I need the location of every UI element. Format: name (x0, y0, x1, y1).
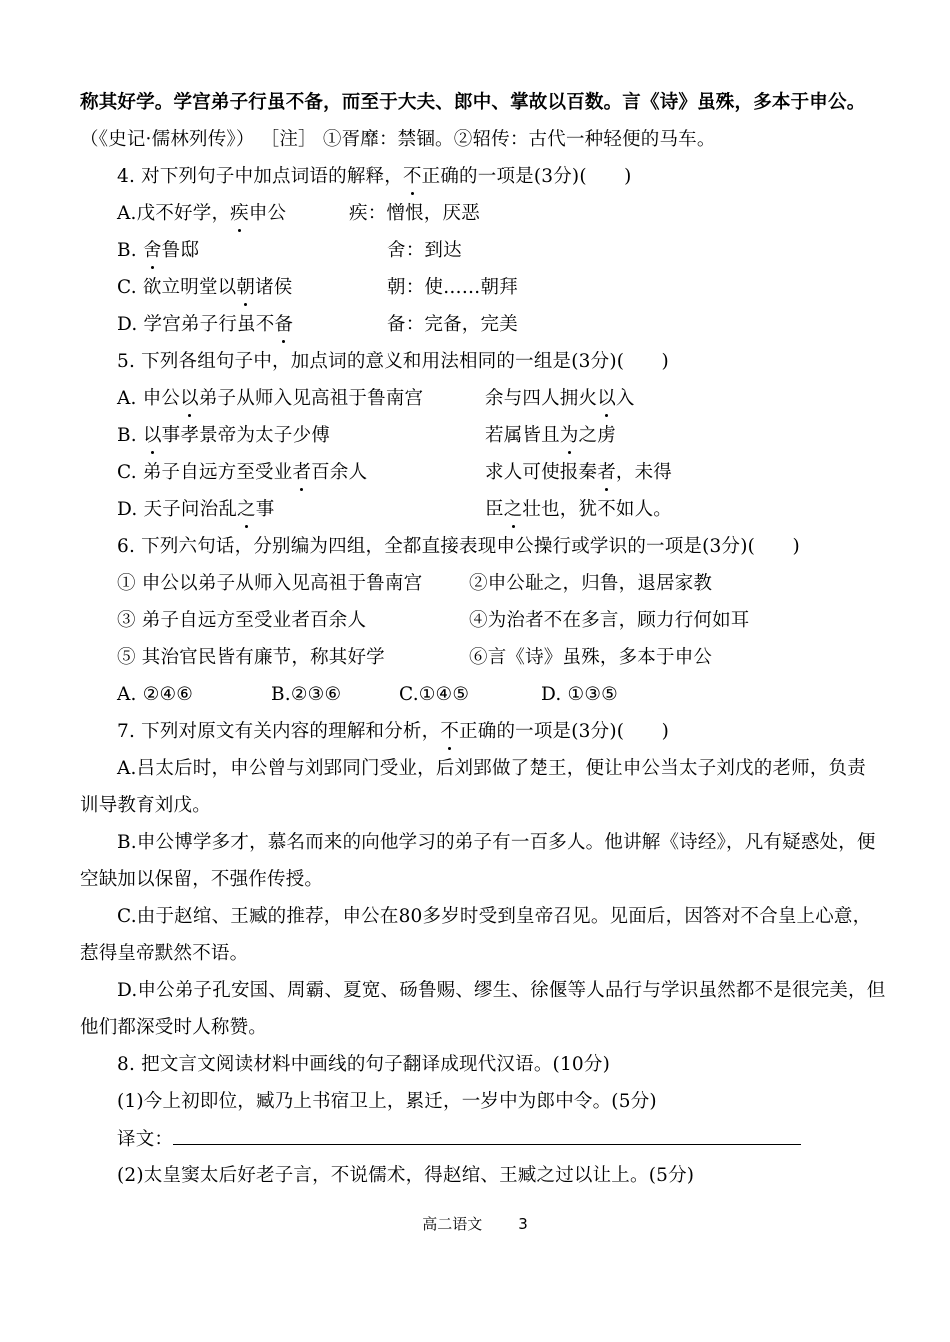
question-8-stem: 8. 把文言文阅读材料中画线的句子翻译成现代汉语。(10分) (117, 1054, 611, 1075)
statement-item: ②申公耻之，归鲁，退居家教 (469, 573, 713, 594)
question-6-row-2 (117, 608, 917, 634)
question-4-option-b: B. 舍鲁邸 舍：到达 (117, 238, 917, 264)
translation-label: 译文： (117, 1129, 174, 1150)
question-7-option-b: B.申公博学多才，慕名而来的向他学习的弟子有一百多人。他讲解《诗经》，凡有疑惑处，便 (117, 832, 876, 853)
translation-answer-blank[interactable] (173, 1126, 801, 1145)
question-8-translation-row (117, 1126, 917, 1153)
emphasis-dot-word: 不 (403, 164, 422, 190)
statement-item: ⑥言《诗》虽殊，多本于申公 (469, 647, 713, 668)
emphasis-dot-word: 不 (440, 719, 459, 745)
question-8-sentence-1: (1)今上初即位，臧乃上书宿卫上，累迁，一岁中为郎中令。(5分) (117, 1091, 657, 1112)
footer-subject: 高二语文 (422, 1215, 483, 1233)
question-5-stem: 5. 下列各组句子中，加点词的意义和用法相同的一组是(3分)( ) (117, 351, 669, 372)
choice-a: A. ②④⑥ (117, 684, 194, 705)
question-7-option-c-cont: 惹得皇帝默然不语。 (80, 943, 249, 964)
option-explanation: 疾：憎恨，厌恶 (349, 203, 480, 224)
question-4-stem: 4. 对下列句子中加点词语的解释，不正确的一项是(3分)( ) (117, 164, 917, 190)
choice-b: B.②③⑥ (271, 684, 342, 705)
statement-item: ⑤ 其治官民皆有廉节，称其好学 (117, 647, 385, 668)
option-right-sentence: 若属皆且为之虏 (485, 423, 616, 449)
passage-source-note: （《史记·儒林列传》） ［注］ ①胥靡：禁锢。②轺传：古代一种轻便的马车。 (80, 129, 716, 150)
question-5-option-b: B. 以事孝景帝为太子少傅 若属皆且为之虏 (117, 423, 917, 449)
question-4-option-c: C. 欲立明堂以朝诸侯 朝：使……朝拜 (117, 275, 917, 301)
question-6-choices (117, 682, 917, 708)
option-right-sentence: 求人可使报秦者，未得 (485, 460, 672, 486)
passage-line-1: 称其好学。学宫弟子行虽不备，而至于大夫、郎中、掌故以百数。言《诗》虽殊，多本于申公。 (80, 92, 866, 113)
question-7-option-a-cont: 训导教育刘戊。 (80, 795, 211, 816)
choice-d: D. ①③⑤ (541, 684, 618, 705)
question-7-option-a: A.吕太后时，申公曾与刘郢同门受业，后刘郢做了楚王，便让申公当太子刘戊的老师，负责 (117, 758, 866, 779)
option-right-sentence: 臣之壮也，犹不如人。 (485, 497, 672, 523)
footer-page-number: 3 (518, 1215, 528, 1233)
question-7-option-c: C.由于赵绾、王臧的推荐，申公在80多岁时受到皇帝召见。见面后，因答对不合皇上心意， (117, 906, 872, 927)
question-7-option-b-cont: 空缺加以保留，不强作传授。 (80, 869, 324, 890)
option-explanation: 朝：使……朝拜 (387, 277, 518, 298)
option-right-sentence: 余与四人拥火以入 (485, 386, 635, 412)
question-4-option-a: A.戊不好学，疾申公 疾：憎恨，厌恶 (117, 201, 917, 227)
question-7-option-d: D.申公弟子孔安国、周霸、夏宽、砀鲁赐、缪生、徐偃等人品行与学识虽然都不是很完美，但 (117, 980, 886, 1001)
page-footer (0, 1213, 950, 1234)
question-6-row-3 (117, 645, 917, 671)
question-6-stem: 6. 下列六句话，分别编为四组，全都直接表现申公操行或学识的一项是(3分)( ) (117, 536, 800, 557)
option-explanation: 舍：到达 (387, 240, 462, 261)
option-explanation: 备：完备，完美 (387, 314, 518, 335)
question-5-option-c: C. 弟子自远方至受业者百余人 求人可使报秦者，未得 (117, 460, 917, 486)
question-7-stem: 7. 下列对原文有关内容的理解和分析，不正确的一项是(3分)( ) (117, 719, 917, 745)
question-8-sentence-2: (2)太皇窦太后好老子言，不说儒术，得赵绾、王臧之过以让上。(5分) (117, 1165, 695, 1186)
question-5-option-d: D. 天子问治乱之事 臣之壮也，犹不如人。 (117, 497, 917, 523)
statement-item: ① 申公以弟子从师入见高祖于鲁南宫 (117, 573, 423, 594)
choice-c: C.①④⑤ (399, 684, 470, 705)
question-7-option-d-cont: 他们都深受时人称赞。 (80, 1017, 268, 1038)
statement-item: ④为治者不在多言，顾力行何如耳 (469, 610, 750, 631)
question-5-option-a: A. 申公以弟子从师入见高祖于鲁南宫 余与四人拥火以入 (117, 386, 917, 412)
question-6-row-1 (117, 571, 917, 597)
statement-item: ③ 弟子自远方至受业者百余人 (117, 610, 367, 631)
question-4-option-d: D. 学宫弟子行虽不备 备：完备，完美 (117, 312, 917, 338)
